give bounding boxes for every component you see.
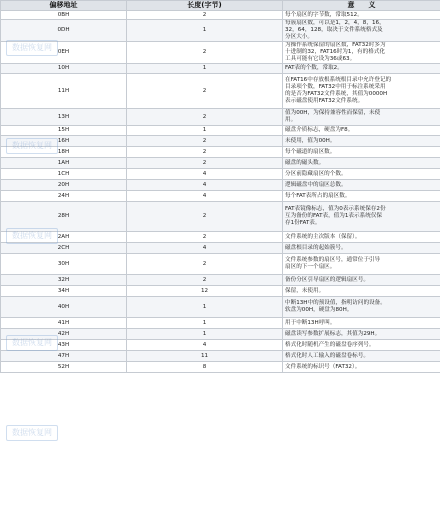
offset-cell: 15H [1,126,127,136]
description-cell: 每个磁道的扇区数。 [283,147,440,158]
description-cell: 用于中断13H呼叫。 [283,318,440,329]
length-cell: 2 [127,275,283,286]
table-row [1,254,440,275]
offset-cell: 0DH [1,20,127,42]
length-cell: 1 [127,318,283,329]
header-length: 长度(字节) [127,1,283,11]
length-cell: 4 [127,243,283,254]
description-cell: 每簇扇区数，可以是1，2，4，8，16， 32，64，128，取决于文件系统格式及 分区大小。 [283,20,440,42]
offset-cell: 28H [1,202,127,232]
header-row [1,1,440,11]
table-row [1,64,440,74]
description-cell: 磁盘介质标志，硬盘为F8。 [283,126,440,136]
table-row [1,340,440,351]
table-row [1,191,440,202]
table-row [1,243,440,254]
length-cell: 2 [127,202,283,232]
table-header [1,1,440,11]
table-row [1,362,440,373]
description-cell: 磁盘根目录的起始簇号。 [283,243,440,254]
length-cell: 4 [127,340,283,351]
table-row [1,147,440,158]
offset-cell: 43H [1,340,127,351]
offset-cell: 1AH [1,158,127,169]
length-cell: 4 [127,180,283,191]
description-cell: 在FAT16中存放根系统根目录中允许登记的 目录项个数，FAT32中用于标注系统采用 的是否为FAT32文件系统，其值为0000H 表示磁盘使用FAT32文件系统。 [283,74,440,109]
description-cell: 中断13H中的预设值，指明访问的设备。 软盘为00H，硬盘为80H。 [283,297,440,318]
table-row [1,351,440,362]
offset-cell: 32H [1,275,127,286]
table-row [1,286,440,297]
description-cell: FAT表镜像标志，值为0表示系统保存2份 互为备份的FAT表，值为1表示系统仅保 存1份FAT表。 [283,202,440,232]
offset-cell: 2CH [1,243,127,254]
table-row [1,169,440,180]
length-cell: 4 [127,169,283,180]
offset-cell: 0EH [1,42,127,64]
length-cell: 1 [127,64,283,74]
table-row [1,329,440,340]
description-cell: 未使用，值为00H。 [283,136,440,147]
watermark-stamp: 数据恢复网 [6,40,58,56]
offset-cell: 16H [1,136,127,147]
offset-cell: 10H [1,64,127,74]
description-cell: 磁盘读写参数扩展标志，其值为29H。 [283,329,440,340]
table-row [1,180,440,191]
length-cell: 2 [127,158,283,169]
header-offset: 偏移地址 [1,1,127,11]
length-cell: 1 [127,297,283,318]
table-row [1,136,440,147]
description-cell: 磁盘的磁头数。 [283,158,440,169]
offset-cell: 30H [1,254,127,275]
description-cell: 为操作系统保留的扇区数，FAT32时多为 十进制的32，FAT16时为1，有的格式化 工具可能有它设为36或63。 [283,42,440,64]
description-cell: 文件系统参数的扇区号，通常位于引导 扇区的下一个扇区。 [283,254,440,275]
offset-cell: 52H [1,362,127,373]
table-row [1,109,440,126]
length-cell: 1 [127,329,283,340]
offset-cell: 1CH [1,169,127,180]
offset-cell: 20H [1,180,127,191]
description-cell: 文件系统的标识号（FAT32）。 [283,362,440,373]
description-cell: 保留，未使用。 [283,286,440,297]
description-cell: 备份分区引导扇区的逻辑扇区号。 [283,275,440,286]
description-cell: 分区前隐藏扇区的个数。 [283,169,440,180]
length-cell: 8 [127,362,283,373]
offset-cell: 34H [1,286,127,297]
length-cell: 2 [127,109,283,126]
watermark-stamp: 数据恢复网 [6,228,58,244]
offset-cell: 24H [1,191,127,202]
length-cell: 1 [127,20,283,42]
offset-cell: 18H [1,147,127,158]
length-cell: 1 [127,126,283,136]
watermark-stamp: 数据恢复网 [6,425,58,441]
offset-cell: 41H [1,318,127,329]
description-cell: 每个FAT表所占的扇区数。 [283,191,440,202]
offset-cell: 13H [1,109,127,126]
watermark-stamp: 数据恢复网 [6,335,58,351]
table-row [1,275,440,286]
table-row [1,126,440,136]
description-cell: 逻辑磁盘中的扇区总数。 [283,180,440,191]
description-cell: 值为00H，为保持兼容性而保留，未使 用。 [283,109,440,126]
description-cell: FAT表的个数，常取2。 [283,64,440,74]
table-body [1,11,440,373]
length-cell: 2 [127,136,283,147]
offset-cell: 40H [1,297,127,318]
description-cell: 格式化时人工输入的磁盘卷标号。 [283,351,440,362]
length-cell: 2 [127,42,283,64]
length-cell: 4 [127,191,283,202]
offset-cell: 42H [1,329,127,340]
table-row [1,20,440,42]
offset-cell: 2AH [1,232,127,243]
length-cell: 2 [127,232,283,243]
description-cell: 文件系统的主次版本（保留）。 [283,232,440,243]
description-cell: 每个扇区的字节数，常取512。 [283,11,440,20]
table-row [1,202,440,232]
table-row [1,318,440,329]
length-cell: 11 [127,351,283,362]
table-row [1,11,440,20]
length-cell: 2 [127,147,283,158]
table-row [1,297,440,318]
offset-cell: 11H [1,74,127,109]
offset-cell: 0BH [1,11,127,20]
table-row [1,74,440,109]
length-cell: 12 [127,286,283,297]
length-cell: 2 [127,74,283,109]
watermark-stamp: 数据恢复网 [6,138,58,154]
description-cell: 格式化时随机产生的磁盘卷序列号。 [283,340,440,351]
header-meaning: 意 义 [283,1,440,11]
length-cell: 2 [127,11,283,20]
offset-cell: 47H [1,351,127,362]
length-cell: 2 [127,254,283,275]
table-row [1,232,440,243]
table-row [1,42,440,64]
table-row [1,158,440,169]
